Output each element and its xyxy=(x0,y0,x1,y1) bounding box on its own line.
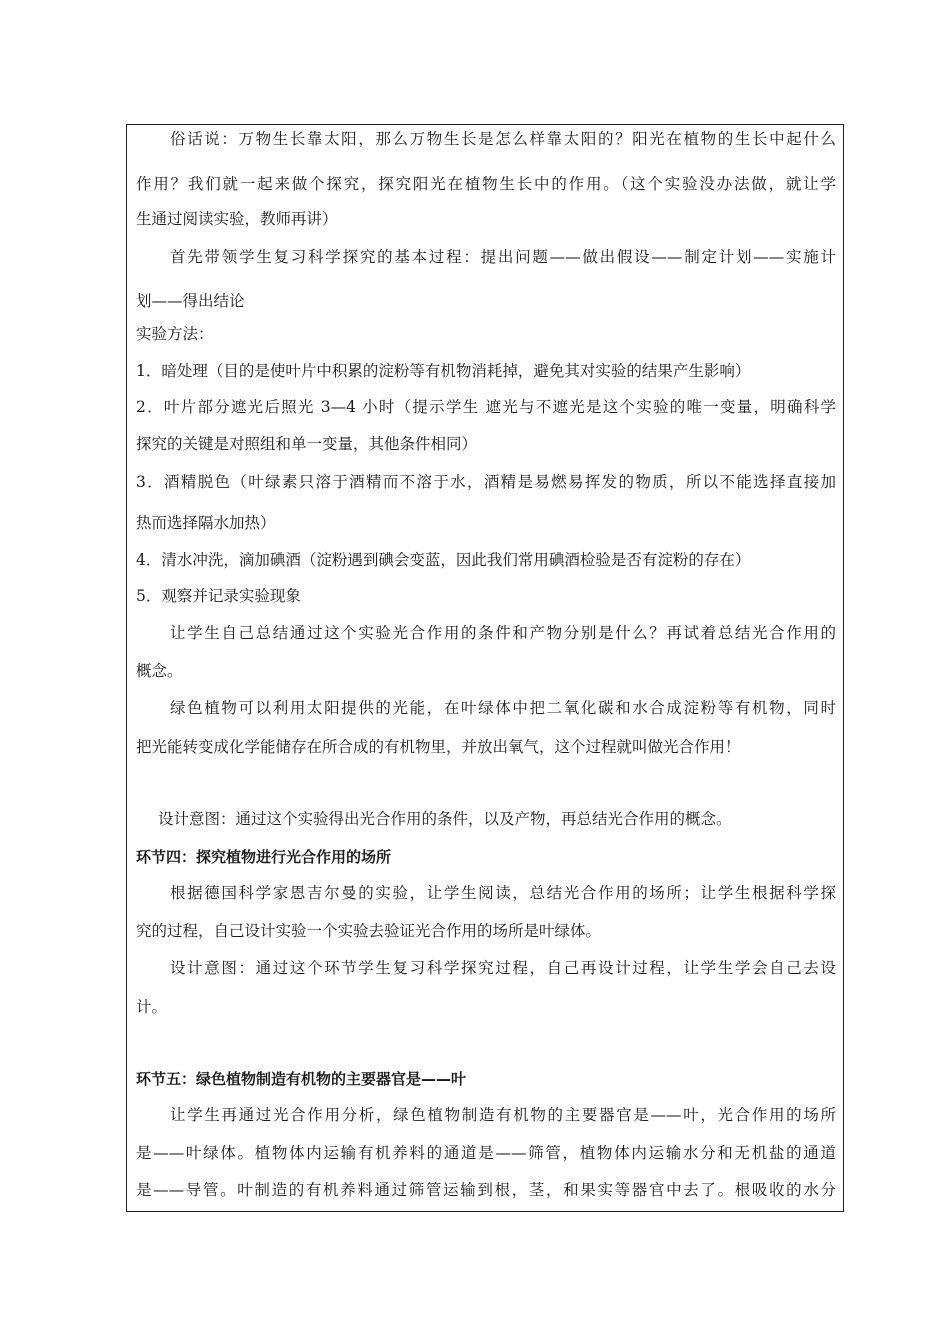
paragraph-line: 究的过程，自己设计实验一个实验去验证光合作用的场所是叶绿体。 xyxy=(136,922,602,940)
list-item: 5．观察并记录实验现象 xyxy=(136,587,301,605)
section-heading: 环节五：绿色植物制造有机物的主要器官是——叶 xyxy=(136,1070,467,1088)
list-item: 1．暗处理（目的是使叶片中积累的淀粉等有机物消耗掉，避免其对实验的结果产生影响） xyxy=(136,362,751,380)
design-intent: 计。 xyxy=(136,998,168,1016)
paragraph-line: 让学生自己总结通过这个实验光合作用的条件和产物分别是什么？再试着总结光合作用的 xyxy=(170,624,836,642)
paragraph-line: 是——导管。叶制造的有机养料通过筛管运输到根，茎，和果实等器官中去了。根吸收的水分 xyxy=(136,1181,836,1199)
list-item: 3．酒精脱色（叶绿素只溶于酒精而不溶于水，酒精是易燃易挥发的物质，所以不能选择直接加 xyxy=(136,473,836,491)
list-item: 热而选择隔水加热） xyxy=(136,514,276,532)
paragraph-line: 把光能转变成化学能储存在所合成的有机物里，并放出氧气，这个过程就叫做光合作用！ xyxy=(136,738,741,756)
paragraph-line: 生通过阅读实验，教师再讲） xyxy=(136,210,338,228)
list-item: 4．清水冲洗，滴加碘酒（淀粉遇到碘会变蓝，因此我们常用碘酒检验是否有淀粉的存在） xyxy=(136,551,751,569)
paragraph-line: 作用？我们就一起来做个探究，探究阳光在植物生长中的作用。（这个实验没办法做，就让学 xyxy=(136,175,836,193)
paragraph-line: 绿色植物可以利用太阳提供的光能，在叶绿体中把二氧化碳和水合成淀粉等有机物，同时 xyxy=(170,699,836,717)
list-item: 2．叶片部分遮光后照光 3—4 小时（提示学生 遮光与不遮光是这个实验的唯一变量，明确科学 xyxy=(136,398,836,416)
section-label: 实验方法： xyxy=(136,325,214,343)
paragraph-line: 划——得出结论 xyxy=(136,292,245,310)
paragraph-line: 让学生再通过光合作用分析，绿色植物制造有机物的主要器官是——叶，光合作用的场所 xyxy=(170,1106,836,1124)
paragraph-line: 首先带领学生复习科学探究的基本过程：提出问题——做出假设——制定计划——实施计 xyxy=(170,248,836,266)
paragraph-line: 根据德国科学家恩吉尔曼的实验，让学生阅读，总结光合作用的场所；让学生根据科学探 xyxy=(170,884,836,902)
design-intent: 设计意图：通过这个环节学生复习科学探究过程，自己再设计过程，让学生学会自己去设 xyxy=(170,959,836,977)
paragraph-line: 是——叶绿体。植物体内运输有机养料的通道是——筛管，植物体内运输水分和无机盐的通道 xyxy=(136,1144,836,1162)
list-item: 探究的关键是对照组和单一变量，其他条件相同） xyxy=(136,435,478,453)
design-intent: 设计意图：通过这个实验得出光合作用的条件，以及产物，再总结光合作用的概念。 xyxy=(158,810,732,828)
paragraph-line: 俗话说：万物生长靠太阳，那么万物生长是怎么样靠太阳的？阳光在植物的生长中起什么 xyxy=(170,130,836,148)
paragraph-line: 概念。 xyxy=(136,662,183,680)
section-heading: 环节四：探究植物进行光合作用的场所 xyxy=(136,848,392,866)
